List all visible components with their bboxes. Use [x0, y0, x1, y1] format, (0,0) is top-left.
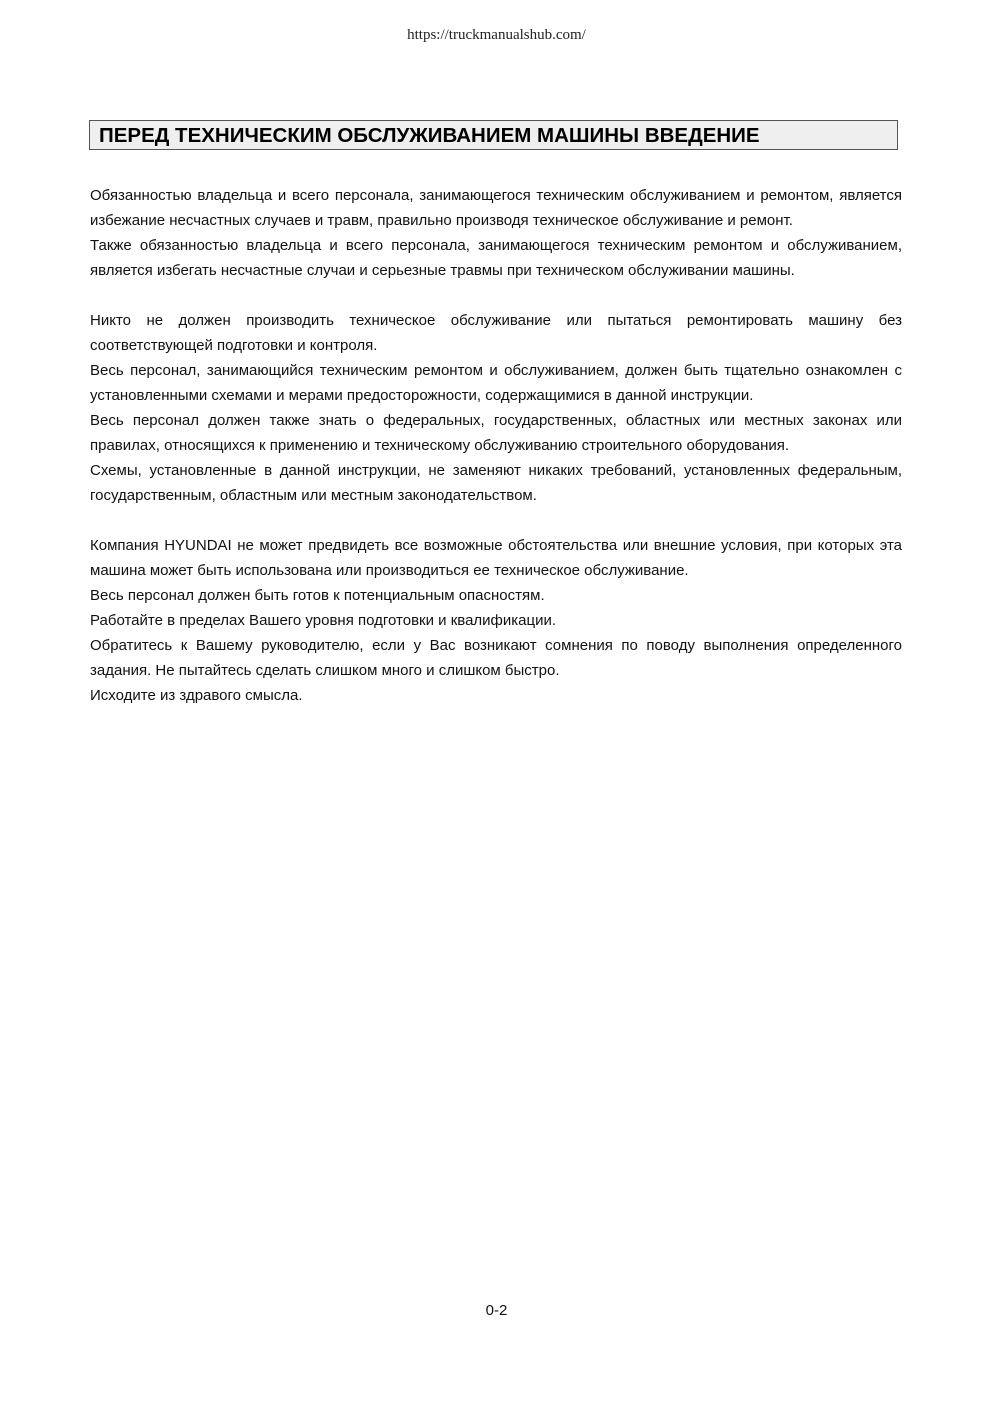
paragraph: Работайте в пределах Вашего уровня подготовки и квалификации.	[90, 612, 557, 629]
paragraph: Обязанностью владельца и всего персонала, занимающегося техническим обслуживанием и ремонтом, является избежание несчастных случаев и травм, правильно производя техническое обслуживание и ремонт.	[90, 187, 902, 229]
block-spacer	[90, 283, 902, 308]
header-url-link[interactable]: https://truckmanualshub.com/	[407, 27, 586, 43]
paragraph: Компания HYUNDAI не может предвидеть все возможные обстоятельства или внешние условия, при которых эта машина может быть использована или производиться ее техническое обслуживание.	[90, 537, 902, 579]
body-text	[90, 183, 902, 708]
paragraph: Также обязанностью владельца и всего персонала, занимающегося техническим ремонтом и обслуживанием, является избегать несчастные случаи и серьезные травмы при техническом обслуживании машины.	[90, 237, 902, 279]
text-block-hazards	[90, 533, 902, 708]
block-spacer	[90, 508, 902, 533]
paragraph: Никто не должен производить техническое обслуживание или пытаться ремонтировать машину без соответствующей подготовки и контроля.	[90, 312, 902, 354]
paragraph: Исходите из здравого смысла.	[90, 687, 303, 704]
text-block-training	[90, 308, 902, 508]
paragraph: Весь персонал должен быть готов к потенциальным опасностям.	[90, 587, 545, 604]
page-number: 0-2	[485, 1302, 508, 1319]
text-block-responsibility	[90, 183, 902, 283]
paragraph: Весь персонал, занимающийся техническим ремонтом и обслуживанием, должен быть тщательно ознакомлен с установленными схемами и мерами предосторожности, содержащимися в данной инструкции.	[90, 362, 902, 404]
paragraph: Схемы, установленные в данной инструкции, не заменяют никаких требований, установленных федеральным, государственным, областным или местным законодательством.	[90, 462, 902, 504]
paragraph: Обратитесь к Вашему руководителю, если у Вас возникают сомнения по поводу выполнения определенного задания. Не пытайтесь сделать слишком много и слишком быстро.	[90, 637, 902, 679]
section-title: ПЕРЕД ТЕХНИЧЕСКИМ ОБСЛУЖИВАНИЕМ МАШИНЫ ВВЕДЕНИЕ	[89, 120, 898, 150]
paragraph: Весь персонал должен также знать о федеральных, государственных, областных или местных законах или правилах, относящихся к применению и техническому обслуживанию строительного оборудования.	[90, 412, 902, 454]
